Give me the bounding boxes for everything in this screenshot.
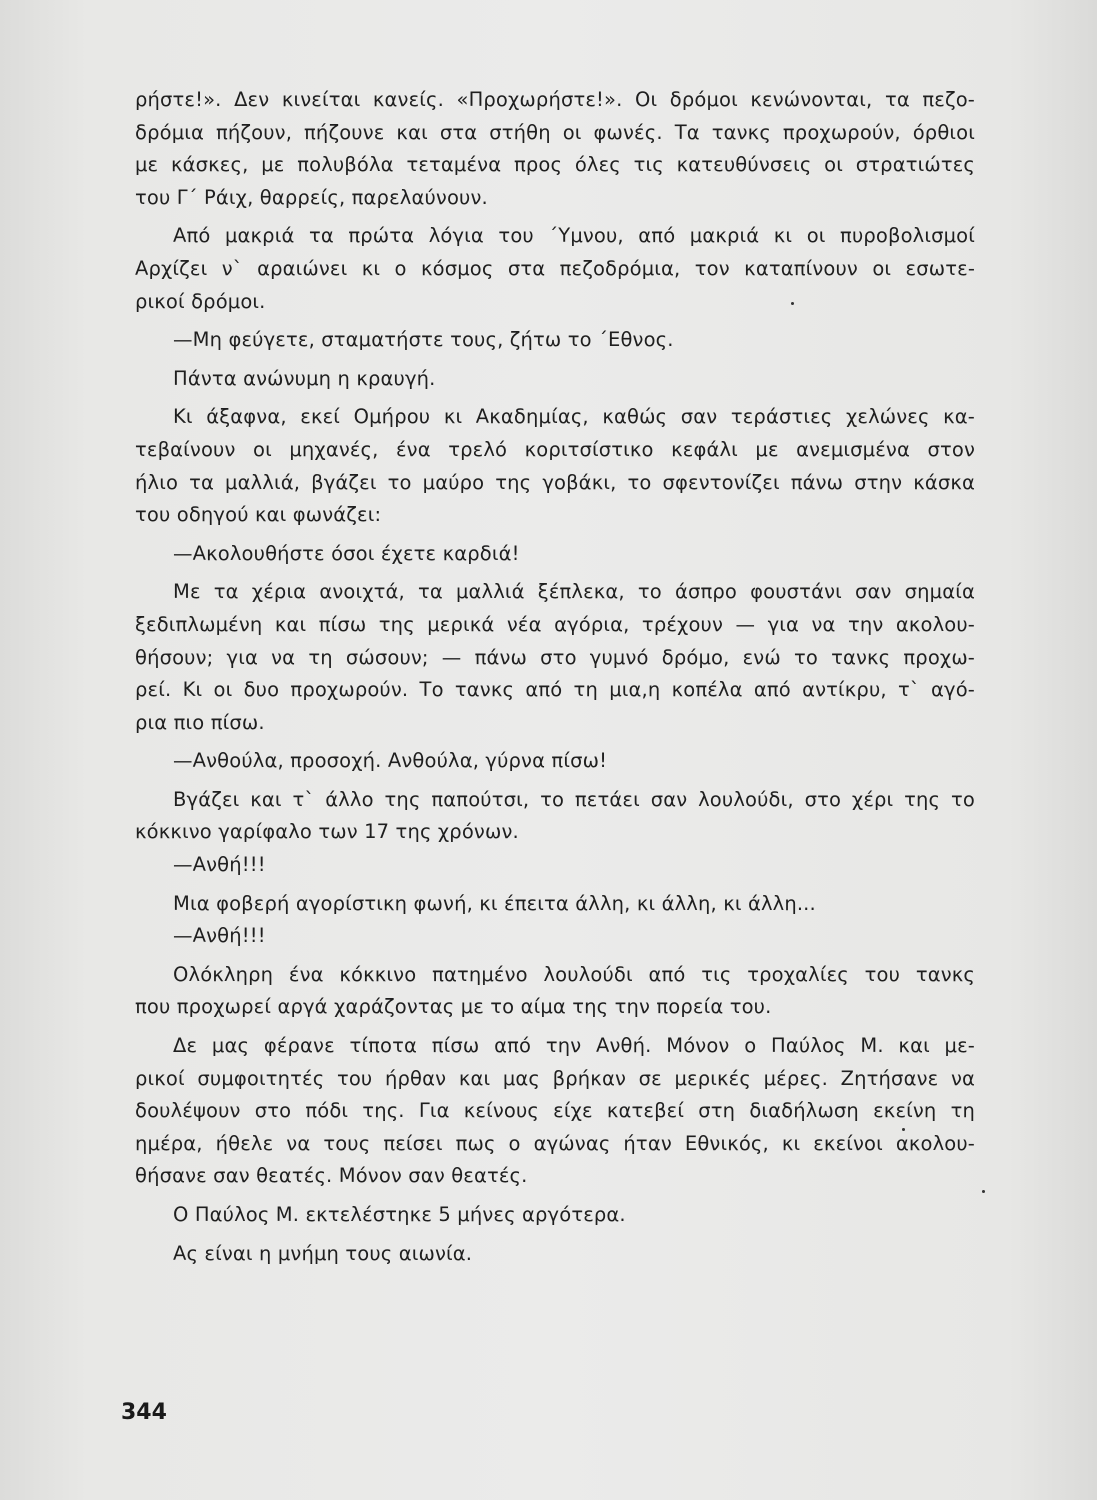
text-line: —Μη φεύγετε, σταματήστε τους, ζήτω το ΄Εθνος. — [173, 328, 674, 352]
ink-speck — [791, 302, 794, 305]
text-line: δουλέψουν στο πόδι της. Για κείνους είχε κατεβεί στη διαδήλωση εκείνη τη — [135, 1099, 975, 1123]
text-line: Αρχίζει ν` αραιώνει κι ο κόσμος στα πεζοδρόμια, τον καταπίνουν οι εσωτε- — [135, 256, 975, 280]
text-line: ήλιο τα μαλλιά, βγάζει το μαύρο της γοβάκι, το σφεντονίζει πάνω στην κάσκα — [135, 470, 975, 494]
text-line: ρικοί συμφοιτητές του ήρθαν και μας βρήκαν σε μερικές μέρες. Ζητήσανε να — [135, 1066, 975, 1090]
ink-speck — [982, 1190, 985, 1193]
text-line: —Ανθή!!! — [173, 924, 266, 948]
text-line: Ολόκληρη ένα κόκκινο πατημένο λουλούδι από τις τροχαλίες του τανκς — [173, 962, 975, 986]
page-number: 344 — [121, 1400, 167, 1425]
text-line: Μια φοβερή αγορίστικη φωνή, κι έπειτα άλλη, κι άλλη, κι άλλη... — [173, 891, 816, 915]
text-line: με κάσκες, με πολυβόλα τεταμένα προς όλες τις κατευθύνσεις οι στρατιώτες — [135, 153, 975, 177]
text-line: ξεδιπλωμένη και πίσω της μερικά νέα αγόρια, τρέχουν — για να την ακολου- — [135, 612, 975, 636]
text-line: —Ακολουθήστε όσοι έχετε καρδιά! — [173, 541, 520, 565]
text-line: ρια πιο πίσω. — [135, 710, 265, 734]
text-line: θήσανε σαν θεατές. Μόνον σαν θεατές. — [135, 1164, 528, 1188]
text-line: Κι άξαφνα, εκεί Ομήρου κι Ακαδημίας, καθώς σαν τεράστιες χελώνες κα- — [173, 405, 975, 429]
text-line: Με τα χέρια ανοιχτά, τα μαλλιά ξέπλεκα, το άσπρο φουστάνι σαν σημαία — [173, 580, 975, 604]
text-line: κόκκινο γαρίφαλο των 17 της χρόνων. — [135, 820, 519, 844]
text-line: —Ανθή!!! — [173, 853, 266, 877]
text-line: δρόμια πήζουν, πήζουνε και στα στήθη οι φωνές. Τα τανκς προχωρούν, όρθιοι — [135, 120, 975, 144]
text-line: Δε μας φέρανε τίποτα πίσω από την Ανθή. Μόνον ο Παύλος Μ. και με- — [173, 1034, 975, 1058]
text-line: τεβαίνουν οι μηχανές, ένα τρελό κοριτσίστικο κεφάλι με ανεμισμένα στον — [135, 437, 975, 461]
text-line: Από μακριά τα πρώτα λόγια του ΄Υμνου, από μακριά κι οι πυροβολισμοί — [173, 224, 975, 248]
text-line: του οδηγού και φωνάζει: — [135, 503, 382, 527]
text-line: Βγάζει και τ` άλλο της παπούτσι, το πετάει σαν λουλούδι, στο χέρι της το — [173, 787, 975, 811]
text-line: —Ανθούλα, προσοχή. Ανθούλα, γύρνα πίσω! — [173, 749, 608, 773]
text-line: Ο Παύλος Μ. εκτελέστηκε 5 μήνες αργότερα. — [173, 1203, 626, 1226]
text-line: ημέρα, ήθελε να τους πείσει πως ο αγώνας ήταν Εθνικός, κι εκείνοι ακολου- — [135, 1131, 975, 1155]
body-text — [135, 84, 975, 1270]
text-line: ρεί. Κι οι δυο προχωρούν. Το τανκς από τη μια,η κοπέλα από αντίκρυ, τ` αγό- — [135, 678, 975, 702]
text-line: ρικοί δρόμοι. — [135, 289, 266, 313]
text-line: του Γ΄ Ράιχ, θαρρείς, παρελαύνουν. — [135, 185, 488, 209]
text-line: Πάντα ανώνυμη η κραυγή. — [173, 366, 436, 390]
text-line: Ας είναι η μνήμη τους αιωνία. — [173, 1241, 473, 1265]
text-line: ρήστε!». Δεν κινείται κανείς. «Προχωρήστε!». Οι δρόμοι κενώνονται, τα πεζο- — [135, 88, 975, 111]
text-line: που προχωρεί αργά χαράζοντας με το αίμα της την πορεία του. — [135, 995, 772, 1019]
ink-speck — [902, 1128, 905, 1131]
text-line: θήσουν; για να τη σώσουν; — πάνω στο γυμνό δρόμο, ενώ το τανκς προχω- — [135, 645, 975, 669]
